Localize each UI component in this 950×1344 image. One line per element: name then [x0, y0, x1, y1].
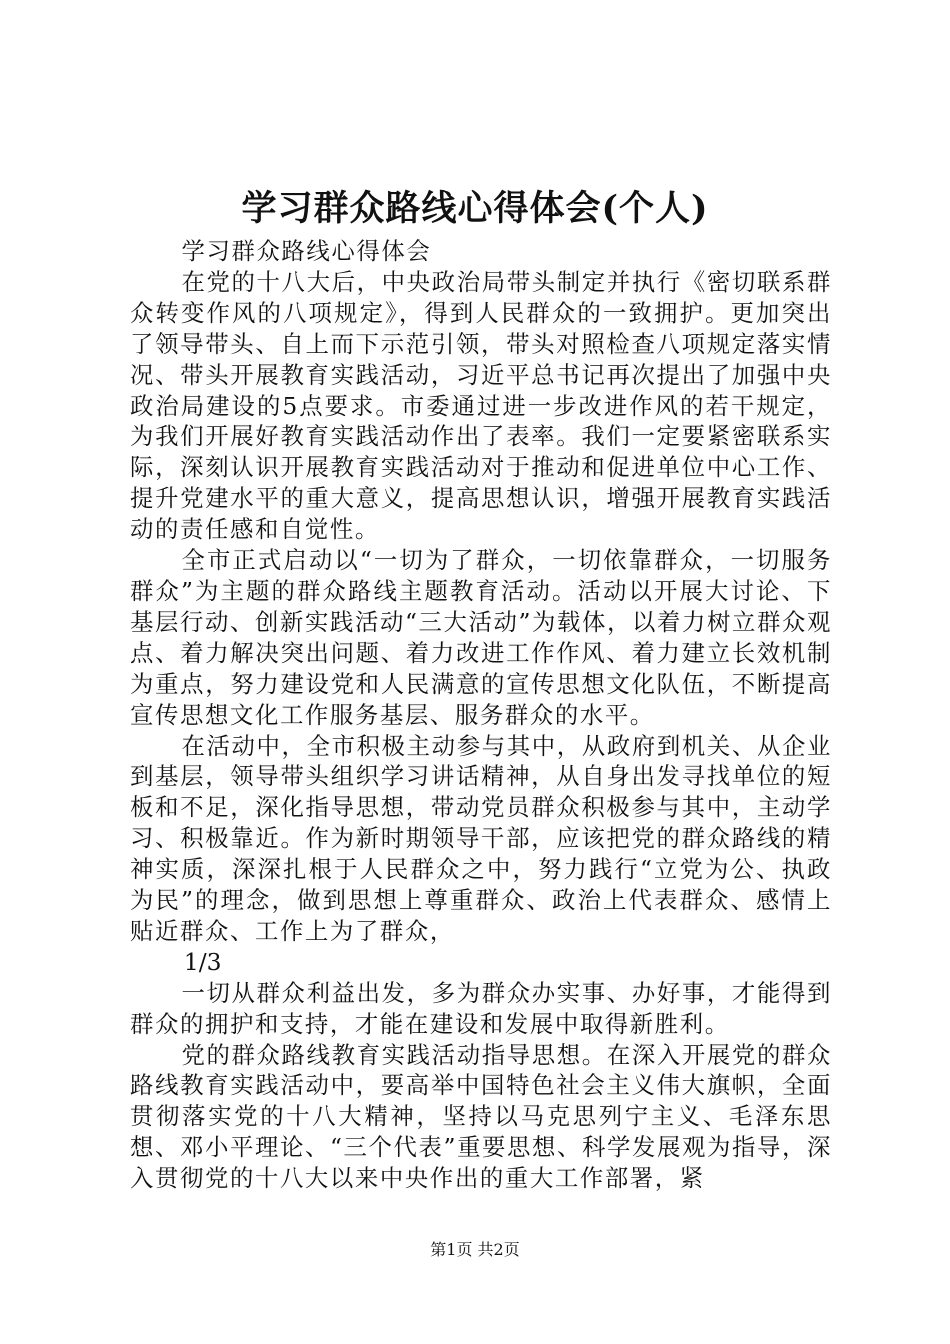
paragraph: 在党的十八大后，中央政治局带头制定并执行《密切联系群众转变作风的八项规定》，得到人民群众的一致拥护。更加突出了领导带头、自上而下示范引领，带头对照检查八项规定落实情况、带头开展教育实践活动，习近平总书记再次提出了加强中央政治局建设的5点要求。市委通过进一步改进作风的若干规定，为我们开展好教育实践活动作出了表率。我们一定要紧密联系实际，深刻认识开展教育实践活动对于推动和促进单位中心工作、提升党建水平的重大意义，提高思想认识，增强开展教育实践活动的责任感和自觉性。	[130, 267, 832, 544]
page-marker: 1/3	[183, 947, 222, 976]
document-body	[130, 236, 832, 1194]
document-title: 学习群众路线心得体会(个人)	[241, 188, 709, 229]
page-footer: 第1页 共2页	[430, 1240, 520, 1259]
paragraph: 党的群众路线教育实践活动指导思想。在深入开展党的群众路线教育实践活动中，要高举中国特色社会主义伟大旗帜，全面贯彻落实党的十八大精神，坚持以马克思列宁主义、毛泽东思想、邓小平理论、“三个代表”重要思想、科学发展观为指导，深入贯彻党的十八大以来中央作出的重大工作部署，紧	[130, 1040, 832, 1193]
document-subtitle: 学习群众路线心得体会	[181, 237, 432, 265]
paragraph: 全市正式启动以“一切为了群众，一切依靠群众，一切服务群众”为主题的群众路线主题教育活动。活动以开展大讨论、下基层行动、创新实践活动“三大活动”为载体，以着力树立群众观点、着力解决突出问题、着力改进工作作风、着力建立长效机制为重点，努力建设党和人民满意的宣传思想文化队伍，不断提高宣传思想文化工作服务基层、服务群众的水平。	[130, 546, 832, 729]
paragraph: 在活动中，全市积极主动参与其中，从政府到机关、从企业到基层，领导带头组织学习讲话精神，从自身出发寻找单位的短板和不足，深化指导思想，带动党员群众积极参与其中，主动学习、积极靠近。作为新时期领导干部，应该把党的群众路线的精神实质，深深扎根于人民群众之中，努力践行“立党为公、执政为民”的理念，做到思想上尊重群众、政治上代表群众、感情上贴近群众、工作上为了群众，	[130, 731, 832, 945]
paragraph: 一切从群众利益出发，多为群众办实事、办好事，才能得到群众的拥护和支持，才能在建设和发展中取得新胜利。	[130, 978, 832, 1038]
